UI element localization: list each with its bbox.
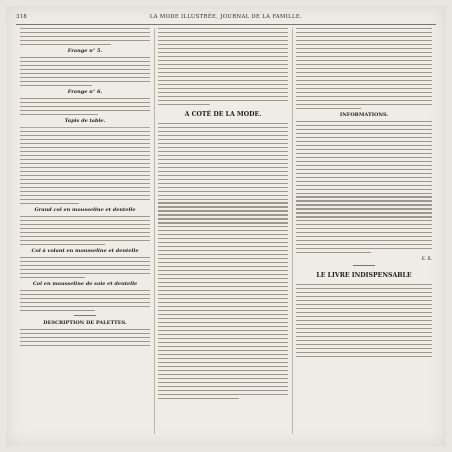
text-line [158, 84, 288, 85]
text-line [158, 123, 288, 124]
text-line [296, 336, 432, 337]
text-line [158, 242, 288, 243]
text-line [20, 40, 150, 41]
text-line [296, 204, 432, 205]
column-divider [292, 28, 293, 434]
page-number: 318 [16, 14, 28, 20]
text-line [158, 151, 288, 152]
text-line [158, 330, 288, 331]
text-line [158, 191, 288, 192]
text-line [158, 354, 288, 355]
text-line [158, 187, 288, 188]
text-line [158, 346, 288, 347]
text-line [20, 257, 150, 258]
text-line [158, 214, 288, 215]
text-line [296, 153, 432, 154]
text-line [296, 161, 432, 162]
text-line [296, 88, 432, 89]
text-line [158, 179, 288, 180]
text-line [20, 131, 150, 132]
text-line [296, 344, 432, 345]
text-line [20, 147, 150, 148]
text-block [296, 284, 432, 357]
text-line [158, 266, 288, 267]
text-line [158, 206, 288, 207]
text-line [296, 40, 432, 41]
text-line [158, 362, 288, 363]
text-line [158, 147, 288, 148]
text-line [20, 36, 150, 37]
text-line [20, 114, 98, 115]
text-line [296, 76, 432, 77]
text-line [158, 286, 288, 287]
text-line [158, 238, 288, 239]
text-line [20, 337, 150, 338]
text-line [296, 44, 432, 45]
text-block [296, 121, 432, 254]
text-line [158, 104, 210, 105]
text-line [296, 200, 432, 201]
text-line [296, 137, 432, 138]
text-line [296, 208, 432, 209]
text-line [158, 202, 288, 203]
text-line [158, 199, 288, 200]
text-line [20, 224, 150, 225]
text-line [158, 100, 288, 101]
section-heading: Col en mousseline de soie et dentelle [32, 280, 138, 287]
text-line [158, 302, 288, 303]
text-line [296, 108, 361, 109]
text-line [158, 398, 239, 399]
text-block [20, 257, 150, 278]
text-line [296, 296, 432, 297]
text-line [158, 76, 288, 77]
text-line [296, 300, 432, 301]
text-line [296, 284, 432, 285]
text-line [158, 88, 288, 89]
text-line [158, 80, 288, 81]
text-line [296, 177, 432, 178]
text-line [158, 163, 288, 164]
text-line [20, 244, 105, 245]
text-line [158, 270, 288, 271]
text-line [296, 165, 432, 166]
text-line [296, 84, 432, 85]
text-line [20, 65, 150, 66]
text-line [296, 149, 432, 150]
text-line [158, 222, 288, 223]
text-line [296, 356, 432, 357]
text-line [158, 52, 288, 53]
text-line [20, 73, 150, 74]
newspaper-page [6, 6, 446, 446]
text-line [296, 288, 432, 289]
text-line [296, 133, 432, 134]
text-line [158, 374, 288, 375]
text-line [296, 181, 432, 182]
text-block [20, 57, 150, 86]
text-line [296, 312, 432, 313]
text-line [158, 36, 288, 37]
text-line [158, 171, 288, 172]
text-line [296, 316, 432, 317]
text-line [158, 226, 288, 227]
text-line [158, 306, 288, 307]
text-line [296, 72, 432, 73]
text-block [20, 127, 150, 204]
text-line [20, 171, 150, 172]
text-line [158, 342, 288, 343]
text-line [20, 110, 150, 111]
text-line [158, 370, 288, 371]
text-line [158, 143, 288, 144]
text-line [158, 382, 288, 383]
text-line [296, 189, 432, 190]
text-line [158, 183, 288, 184]
text-block [20, 28, 150, 45]
text-line [158, 135, 288, 136]
text-line [20, 127, 150, 128]
text-line [158, 290, 288, 291]
text-block [158, 123, 288, 399]
text-line [20, 98, 150, 99]
text-line [20, 195, 150, 196]
text-line [158, 92, 288, 93]
text-line [158, 378, 288, 379]
text-line [20, 183, 150, 184]
text-line [296, 141, 432, 142]
text-line [20, 228, 150, 229]
column-middle [158, 28, 288, 436]
text-line [296, 220, 432, 221]
text-line [20, 269, 150, 270]
text-line [296, 224, 432, 225]
text-line [20, 203, 79, 204]
text-line [158, 294, 288, 295]
text-line [158, 394, 288, 395]
text-line [296, 304, 432, 305]
text-line [296, 48, 432, 49]
text-line [20, 85, 92, 86]
text-line [20, 28, 150, 29]
text-line [158, 390, 288, 391]
text-line [158, 195, 288, 196]
text-line [158, 32, 288, 33]
text-line [158, 72, 288, 73]
text-line [20, 69, 150, 70]
section-heading: Tapis de table. [64, 118, 106, 125]
text-block [20, 98, 150, 115]
text-line [296, 248, 432, 249]
text-line [158, 167, 288, 168]
text-line [158, 175, 288, 176]
text-line [20, 163, 150, 164]
text-line [296, 92, 432, 93]
text-line [296, 332, 432, 333]
text-line [296, 185, 432, 186]
text-line [296, 60, 432, 61]
text-line [20, 345, 150, 346]
text-line [158, 127, 288, 128]
text-line [296, 36, 432, 37]
text-line [20, 32, 150, 33]
text-line [20, 341, 150, 342]
column-left [20, 28, 150, 436]
text-line [20, 159, 150, 160]
text-line [20, 175, 150, 176]
text-line [20, 220, 150, 221]
text-block [158, 28, 288, 105]
column-divider [154, 28, 155, 434]
text-line [158, 230, 288, 231]
text-line [296, 348, 432, 349]
text-line [296, 52, 432, 53]
text-line [296, 252, 371, 253]
text-line [296, 64, 432, 65]
text-line [158, 338, 288, 339]
text-line [20, 191, 150, 192]
text-line [20, 139, 150, 140]
text-line [296, 212, 432, 213]
text-line [296, 196, 432, 197]
text-line [296, 292, 432, 293]
text-line [20, 143, 150, 144]
text-line [158, 44, 288, 45]
text-line [20, 199, 150, 200]
text-line [296, 173, 432, 174]
section-heading: Col à volant en mousseline et dentelle [31, 247, 139, 254]
text-line [158, 282, 288, 283]
text-line [158, 28, 288, 29]
text-line [296, 320, 432, 321]
text-line [296, 324, 432, 325]
text-line [296, 145, 432, 146]
text-block [20, 329, 150, 346]
section-heading: DESCRIPTION DE PALETTES. [43, 319, 127, 326]
text-line [296, 352, 432, 353]
section-heading: Graud col en mousseline et dentelle [34, 206, 136, 213]
text-line [20, 277, 85, 278]
text-line [20, 44, 111, 45]
text-line [20, 167, 150, 168]
text-line [158, 258, 288, 259]
text-line [20, 261, 150, 262]
text-line [20, 265, 150, 266]
text-line [20, 61, 150, 62]
text-line [20, 102, 150, 103]
text-line [20, 306, 150, 307]
section-heading: Frange n° 6. [67, 89, 103, 96]
text-line [20, 236, 150, 237]
text-line [20, 216, 150, 217]
text-line [158, 131, 288, 132]
text-line [158, 358, 288, 359]
text-line [158, 318, 288, 319]
text-line [20, 135, 150, 136]
text-line [158, 254, 288, 255]
text-line [20, 333, 150, 334]
text-line [296, 240, 432, 241]
text-line [20, 179, 150, 180]
text-line [158, 322, 288, 323]
text-line [296, 308, 432, 309]
text-line [296, 232, 432, 233]
text-line [20, 187, 150, 188]
text-line [296, 100, 432, 101]
text-line [20, 298, 150, 299]
text-line [296, 104, 432, 105]
text-line [20, 294, 150, 295]
text-line [158, 262, 288, 263]
text-line [158, 334, 288, 335]
text-line [158, 386, 288, 387]
text-line [158, 350, 288, 351]
text-line [296, 228, 432, 229]
text-line [296, 129, 432, 130]
text-line [158, 234, 288, 235]
section-heading: Frange n° 5. [67, 48, 103, 55]
text-line [20, 77, 150, 78]
text-line [158, 48, 288, 49]
text-block [20, 216, 150, 245]
text-line [158, 64, 288, 65]
text-line [158, 68, 288, 69]
text-line [20, 290, 150, 291]
text-line [20, 155, 150, 156]
text-line [20, 302, 150, 303]
text-line [296, 157, 432, 158]
text-line [296, 125, 432, 126]
text-line [158, 56, 288, 57]
text-line [158, 60, 288, 61]
text-line [296, 236, 432, 237]
text-line [296, 328, 432, 329]
text-line [20, 81, 150, 82]
journal-title: LA MODE ILLUSTRÉE, JOURNAL DE LA FAMILLE. [149, 14, 303, 20]
text-line [158, 40, 288, 41]
signature: E. R. [421, 256, 432, 262]
text-line [158, 159, 288, 160]
column-right [296, 28, 432, 436]
text-block [296, 28, 432, 109]
text-line [158, 278, 288, 279]
text-line [20, 329, 150, 330]
text-line [158, 298, 288, 299]
text-block [20, 290, 150, 311]
text-line [158, 96, 288, 97]
text-line [296, 121, 432, 122]
section-rule [74, 315, 96, 316]
text-line [296, 96, 432, 97]
text-line [296, 216, 432, 217]
text-line [20, 151, 150, 152]
text-line [20, 240, 150, 241]
text-line [296, 193, 432, 194]
text-line [20, 232, 150, 233]
text-line [296, 68, 432, 69]
text-line [158, 274, 288, 275]
text-line [158, 366, 288, 367]
text-line [296, 80, 432, 81]
text-line [20, 310, 95, 311]
text-line [158, 250, 288, 251]
text-line [296, 56, 432, 57]
text-line [296, 32, 432, 33]
section-rule [353, 265, 375, 266]
header-rule [16, 24, 436, 25]
text-line [20, 106, 150, 107]
text-line [158, 246, 288, 247]
text-line [158, 155, 288, 156]
section-heading: LE LIVRE INDISPENSABLE [316, 272, 412, 280]
text-line [158, 326, 288, 327]
text-line [158, 210, 288, 211]
page-header [6, 12, 446, 22]
text-line [296, 340, 432, 341]
text-line [296, 169, 432, 170]
section-heading: INFORMATIONS. [339, 111, 389, 118]
section-heading: A COTÉ DE LA MODE. [184, 110, 262, 118]
text-line [158, 218, 288, 219]
text-line [158, 310, 288, 311]
text-line [158, 314, 288, 315]
text-line [158, 139, 288, 140]
text-line [296, 28, 432, 29]
text-line [296, 244, 432, 245]
text-line [20, 57, 150, 58]
text-line [20, 273, 150, 274]
